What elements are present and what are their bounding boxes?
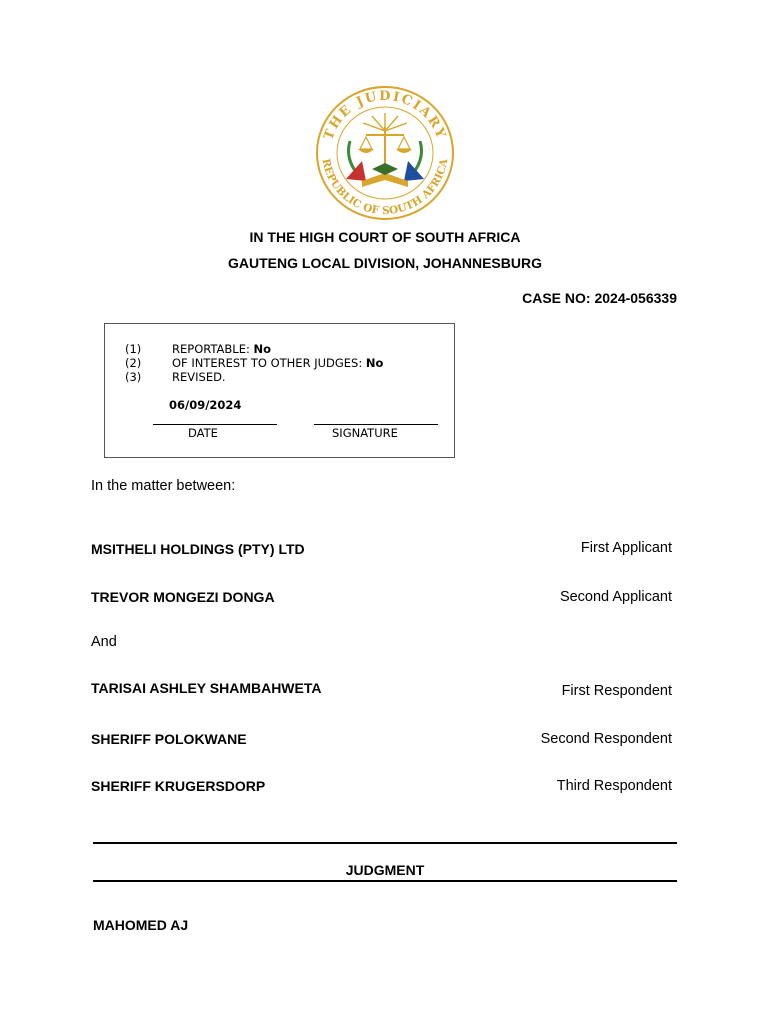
first-respondent-role: First Respondent: [561, 683, 672, 699]
and-text: And: [91, 634, 117, 650]
item-number: (2): [125, 356, 142, 370]
item-number: (1): [125, 342, 142, 356]
matter-intro: In the matter between:: [91, 478, 236, 494]
interest-item: OF INTEREST TO OTHER JUDGES: No: [172, 356, 384, 370]
date-label: DATE: [188, 426, 218, 440]
seal-ring-text-top: THE JUDICIARY: [321, 88, 449, 143]
second-respondent-name: SHERIFF POLOKWANE: [91, 731, 247, 747]
top-rule: [93, 842, 677, 844]
judgment-heading: JUDGMENT: [345, 862, 425, 878]
judge-name: MAHOMED AJ: [93, 917, 189, 933]
bottom-rule: [93, 880, 677, 882]
third-respondent-role: Third Respondent: [556, 778, 672, 794]
second-respondent-role: Second Respondent: [540, 731, 672, 747]
judiciary-seal: [310, 83, 460, 223]
second-applicant-role: Second Applicant: [559, 589, 672, 605]
signature-label: SIGNATURE: [332, 426, 398, 440]
item-number: (3): [125, 370, 142, 384]
signature-line: [314, 424, 438, 425]
first-applicant-role: First Applicant: [580, 540, 672, 556]
date-line: [153, 424, 277, 425]
first-respondent-name: TARISAI ASHLEY SHAMBAHWETA: [91, 680, 322, 696]
case-number: CASE NO: 2024-056339: [522, 290, 677, 306]
date-value: 06/09/2024: [169, 398, 242, 412]
first-applicant-name: MSITHELI HOLDINGS (PTY) LTD: [91, 541, 305, 557]
court-name: IN THE HIGH COURT OF SOUTH AFRICA: [249, 229, 521, 245]
second-applicant-name: TREVOR MONGEZI DONGA: [91, 589, 275, 605]
revised-item: REVISED.: [172, 370, 226, 384]
reportable-item: REPORTABLE: No: [172, 342, 272, 356]
seal-ring-text-bottom: REPUBLIC OF SOUTH AFRICA: [319, 157, 451, 218]
third-respondent-name: SHERIFF KRUGERSDORP: [91, 778, 266, 794]
court-division: GAUTENG LOCAL DIVISION, JOHANNESBURG: [228, 255, 542, 271]
reportable-box: [104, 323, 455, 458]
